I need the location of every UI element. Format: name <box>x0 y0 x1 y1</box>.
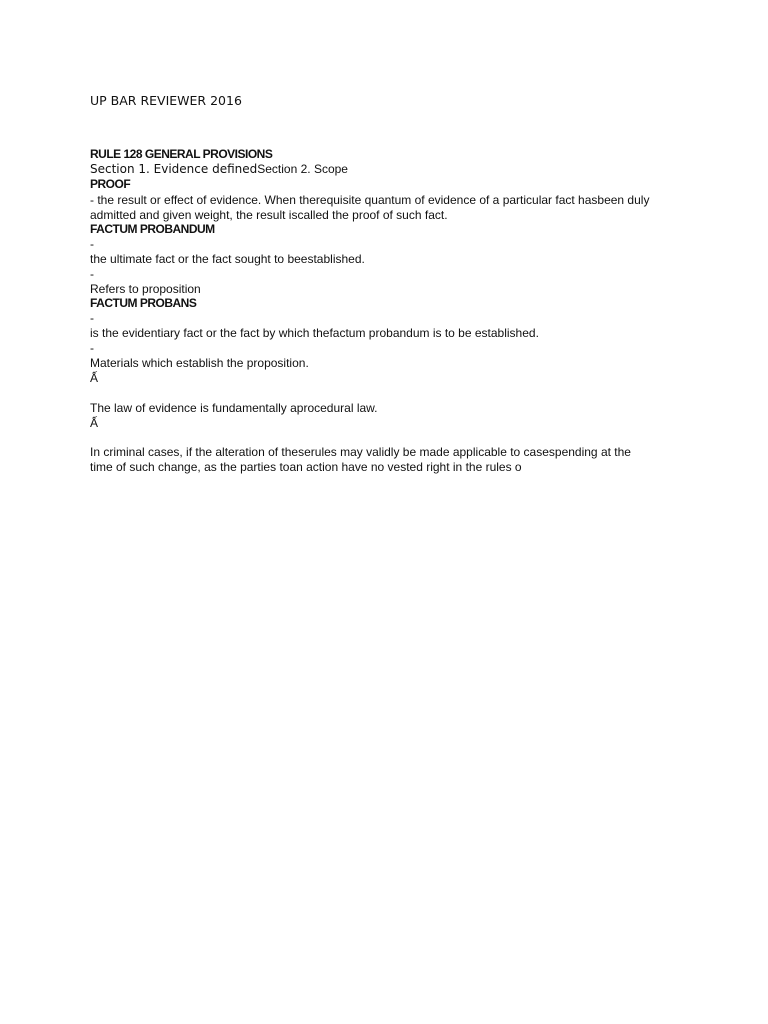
probandum-text-2: Refers to proposition <box>90 282 201 296</box>
law-of-evidence-text: The law of evidence is fundamentally aprocedural law. <box>90 401 378 415</box>
document-title: UP BAR REVIEWER 2016 <box>90 93 242 108</box>
rule-heading: RULE 128 GENERAL PROVISIONS <box>90 147 273 161</box>
dash-2: - <box>90 267 94 281</box>
proof-text-line-2: admitted and given weight, the result iscalled the proof of such fact. <box>90 208 448 222</box>
criminal-cases-text-2: time of such change, as the parties toan action have no vested right in the rules o <box>90 460 522 474</box>
section-1-label: Section 1. Evidence defined <box>90 162 258 176</box>
proof-text-line-1: - the result or effect of evidence. When therequisite quantum of evidence of a particular fact hasbeen duly <box>90 193 650 207</box>
probans-text-1: is the evidentiary fact or the fact by which thefactum probandum is to be established. <box>90 326 539 340</box>
section-line <box>90 162 348 176</box>
symbol-1: Ấ <box>90 371 99 385</box>
criminal-cases-text-1: In criminal cases, if the alteration of theserules may validly be made applicable to casespending at the <box>90 445 631 459</box>
symbol-2: Ấ <box>90 416 99 430</box>
probandum-text-1: the ultimate fact or the fact sought to beestablished. <box>90 252 365 266</box>
dash-1: - <box>90 237 94 251</box>
proof-heading: PROOF <box>90 177 131 191</box>
dash-4: - <box>90 341 94 355</box>
factum-probans-heading: FACTUM PROBANS <box>90 296 197 310</box>
section-2-label: Section 2. Scope <box>257 162 348 176</box>
dash-3: - <box>90 311 94 325</box>
probans-text-2: Materials which establish the proposition. <box>90 356 309 370</box>
factum-probandum-heading: FACTUM PROBANDUM <box>90 222 215 236</box>
